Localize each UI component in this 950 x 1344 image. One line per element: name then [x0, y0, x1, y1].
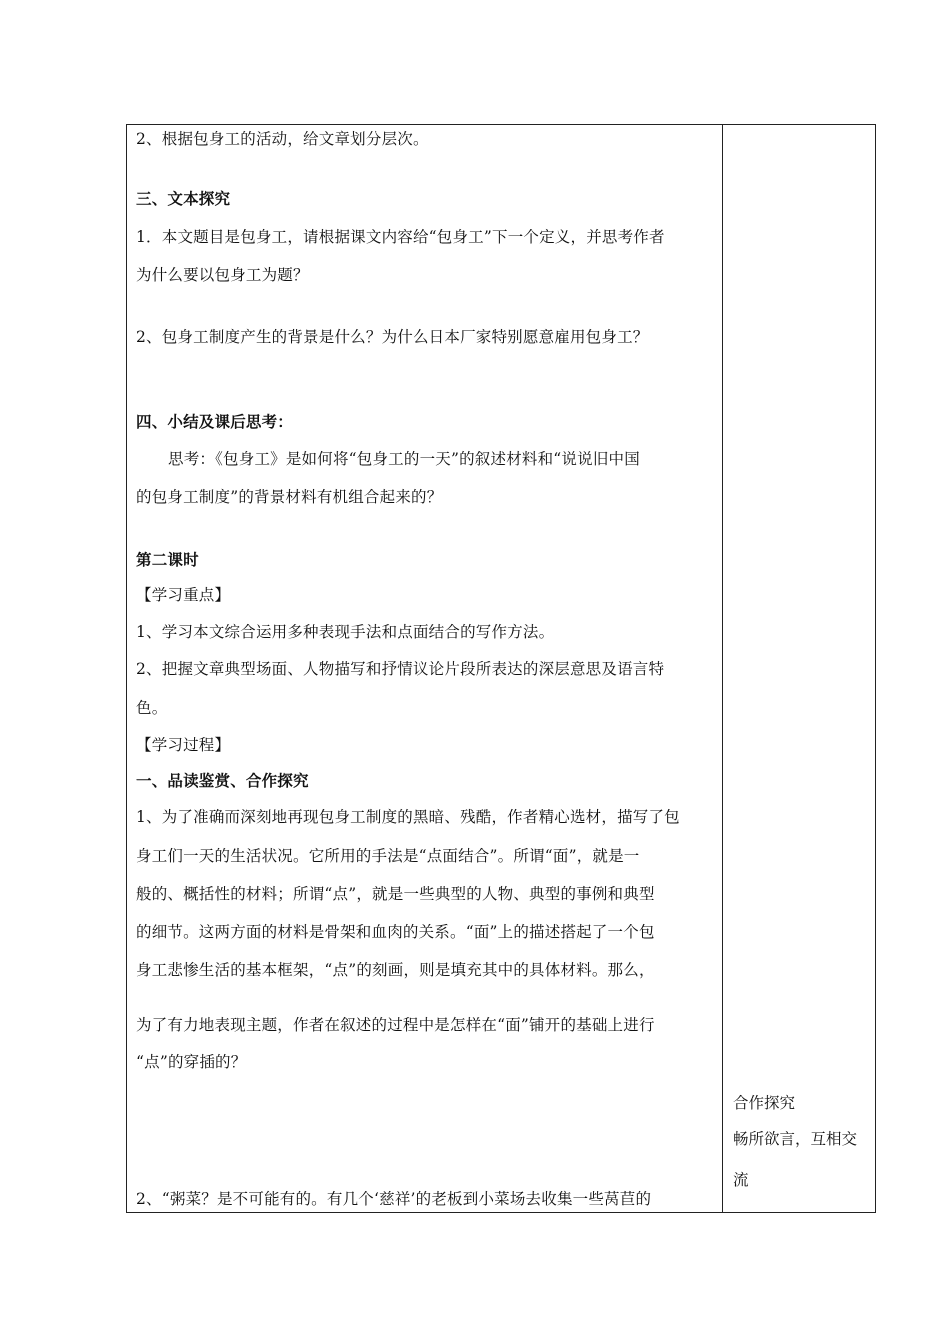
text-line: 为什么要以包身工为题？	[136, 266, 309, 284]
text-line: 2、“粥菜？是不可能有的。有几个‘慈祥’的老板到小菜场去收集一些莴苣的	[136, 1190, 652, 1208]
side-note: 流	[733, 1171, 749, 1189]
section-heading: 一、品读鉴赏、合作探究	[136, 771, 309, 790]
section-heading: 三、文本探究	[136, 189, 231, 208]
text-line: 的细节。这两方面的材料是骨架和血肉的关系。“面”上的描述搭起了一个包	[136, 923, 655, 941]
side-note: 畅所欲言，互相交	[733, 1130, 858, 1148]
text-line: 般的、概括性的材料；所谓“点”，就是一些典型的人物、典型的事例和典型	[136, 885, 655, 903]
text-line: 为了有力地表现主题，作者在叙述的过程中是怎样在“面”铺开的基础上进行	[136, 1016, 655, 1034]
section-heading: 四、小结及课后思考：	[136, 412, 294, 431]
text-line: 思考：《包身工》是如何将“包身工的一天”的叙述材料和“说说旧中国	[168, 450, 640, 468]
text-line: 身工们一天的生活状况。它所用的手法是“点面结合”。所谓“面”，就是一	[136, 847, 640, 865]
text-line: 的包身工制度”的背景材料有机组合起来的？	[136, 488, 443, 506]
side-note: 合作探究	[733, 1094, 796, 1112]
text-line: 1、为了准确而深刻地再现包身工制度的黑暗、残酷，作者精心选材，描写了包	[136, 808, 680, 826]
column-divider	[722, 124, 723, 1213]
text-line: 【学习重点】	[136, 586, 231, 604]
text-line: 色。	[136, 699, 168, 717]
text-line: 1．本文题目是包身工，请根据课文内容给“包身工”下一个定义，并思考作者	[136, 228, 665, 246]
text-line: 身工悲惨生活的基本框架，“点”的刻画，则是填充其中的具体材料。那么，	[136, 961, 655, 979]
text-line: 1、学习本文综合运用多种表现手法和点面结合的写作方法。	[136, 623, 555, 641]
text-line: 2、包身工制度产生的背景是什么？为什么日本厂家特别愿意雇用包身工？	[136, 328, 649, 346]
text-line: 2、把握文章典型场面、人物描写和抒情议论片段所表达的深层意思及语言特	[136, 660, 665, 678]
section-heading: 第二课时	[136, 550, 199, 569]
text-line: 2、根据包身工的活动，给文章划分层次。	[136, 130, 429, 148]
text-line: “点”的穿插的？	[136, 1053, 247, 1071]
text-line: 【学习过程】	[136, 736, 231, 754]
